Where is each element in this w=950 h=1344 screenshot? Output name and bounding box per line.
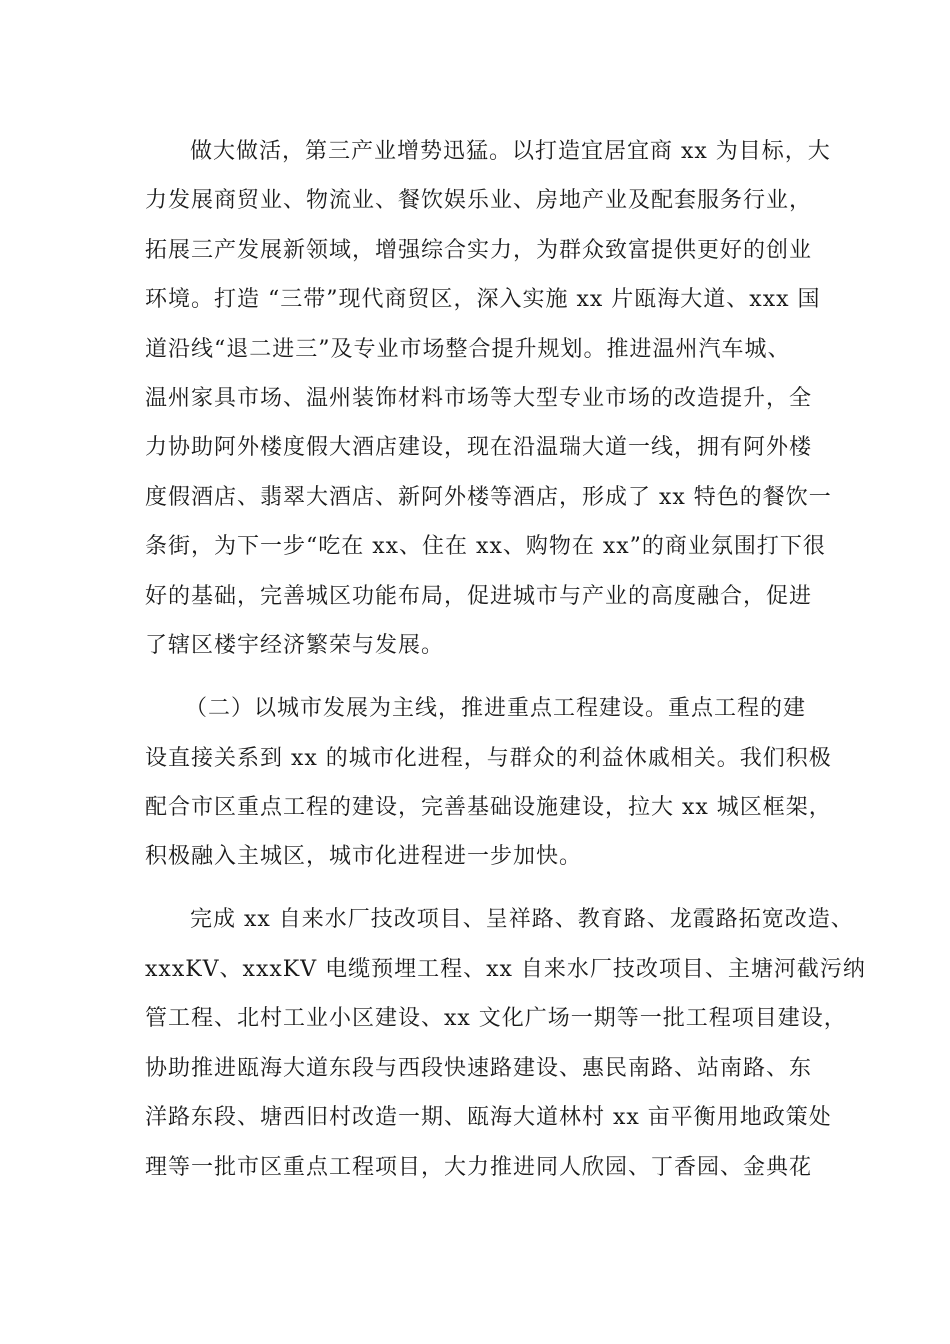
paragraph-1-line-11: 了辖区楼宇经济繁荣与发展。: [145, 633, 445, 658]
paragraph-3-line-5: 洋路东段、塘西旧村改造一期、瓯海大道林村 xx 亩平衡用地政策处: [145, 1105, 832, 1130]
paragraph-1-line-6: 温州家具市场、温州装饰材料市场等大型专业市场的改造提升，全: [145, 386, 813, 411]
paragraph-2-line-2: 设直接关系到 xx 的城市化进程，与群众的利益休戚相关。我们积极: [145, 746, 832, 771]
paragraph-1-line-9: 条街，为下一步“吃在 xx、住在 xx、购物在 xx”的商业氛围打下很: [145, 534, 826, 559]
paragraph-2-line-1: （二）以城市发展为主线，推进重点工程建设。重点工程的建: [185, 696, 807, 721]
paragraph-1-line-3: 拓展三产发展新领域，增强综合实力，为群众致富提供更好的创业: [145, 238, 813, 263]
paragraph-3-line-6: 理等一批市区重点工程项目，大力推进同人欣园、丁香园、金典花: [145, 1155, 813, 1180]
paragraph-1-line-4: 环境。打造 “三带”现代商贸区，深入实施 xx 片瓯海大道、xxx 国: [145, 287, 821, 312]
paragraph-3-line-1: 完成 xx 自来水厂技改项目、呈祥路、教育路、龙霞路拓宽改造、: [190, 907, 854, 932]
paragraph-3-line-2: xxxKV、xxxKV 电缆预埋工程、xx 自来水厂技改项目、主塘河截污纳: [145, 957, 866, 982]
paragraph-3-line-3: 管工程、北村工业小区建设、xx 文化广场一期等一批工程项目建设，: [145, 1006, 847, 1031]
paragraph-1-line-10: 好的基础，完善城区功能布局，促进城市与产业的高度融合，促进: [145, 584, 813, 609]
paragraph-1-line-8: 度假酒店、翡翠大酒店、新阿外楼等酒店，形成了 xx 特色的餐饮一: [145, 485, 832, 510]
paragraph-1-line-2: 力发展商贸业、物流业、餐饮娱乐业、房地产业及配套服务行业，: [145, 188, 813, 213]
paragraph-2-line-3: 配合市区重点工程的建设，完善基础设施建设，拉大 xx 城区框架，: [145, 795, 832, 820]
paragraph-2-line-4: 积极融入主城区，城市化进程进一步加快。: [145, 844, 583, 869]
paragraph-1-line-5: 道沿线“退二进三”及专业市场整合提升规划。推进温州汽车城、: [145, 337, 791, 362]
paragraph-3-line-4: 协助推进瓯海大道东段与西段快速路建设、惠民南路、站南路、东: [145, 1056, 813, 1081]
paragraph-1-line-7: 力协助阿外楼度假大酒店建设，现在沿温瑞大道一线，拥有阿外楼: [145, 435, 813, 460]
paragraph-1-line-1: 做大做活，第三产业增势迅猛。以打造宜居宜商 xx 为目标，大: [190, 139, 831, 164]
